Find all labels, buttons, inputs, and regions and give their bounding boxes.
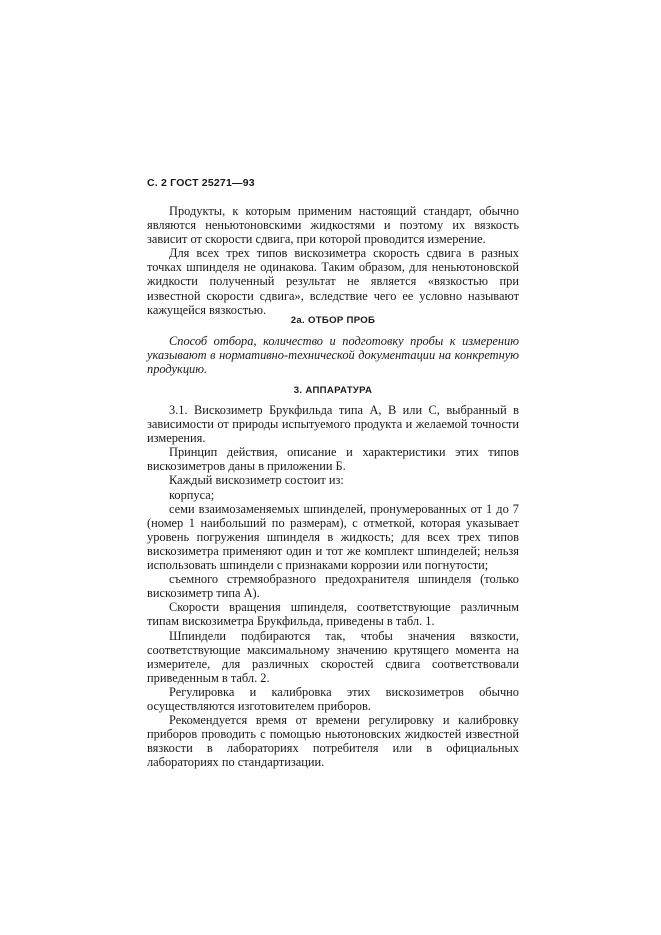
section-3-title: 3. АППАРАТУРА	[293, 385, 373, 396]
intro-section	[147, 204, 519, 317]
page-header: С. 2 ГОСТ 25271—93	[147, 177, 255, 189]
section-3-paragraph-2: Принцип действия, описание и характеристики этих типов вискозиметров даны в приложении Б.	[147, 445, 519, 474]
section-2a-paragraph: Способ отбора, количество и подготовку пробы к измерению указывают в нормативно-технической документации на конкретную продукцию.	[147, 334, 519, 377]
section-2a-title: 2а. ОТБОР ПРОБ	[290, 315, 376, 326]
section-3-list-item-2: семи взаимозаменяемых шпинделей, пронумерованных от 1 до 7 (номер 1 наибольший по размерам), с отметкой, которая указывает уровень погружения шпинделя в жидкость; для всех трех типов вискозиметра применяют один и тот же комплект шпинделей; нельзя использовать шпиндели с признаками коррозии или погнутости;	[147, 501, 519, 573]
section-3-paragraph-7: Скорости вращения шпинделя, соответствующие различным типам вискозиметра Брукфильда, приведены в табл. 1.	[147, 600, 519, 629]
section-2a-body	[147, 334, 519, 376]
section-3-body	[147, 403, 519, 769]
section-3-list-item-1: корпуса;	[169, 487, 215, 502]
section-3-paragraph-3: Каждый вискозиметр состоит из:	[169, 473, 344, 488]
section-3-paragraph-10: Рекомендуется время от времени регулировку и калибровку приборов проводить с помощью ньютоновских жидкостей известной вязкости в лабораториях потребителя или в официальных лабораториях по стандартизации.	[147, 713, 519, 770]
section-3-list-item-3: съемного стремяобразного предохранителя шпинделя (только вискозиметр типа А).	[147, 572, 519, 601]
intro-paragraph-1: Продукты, к которым применим настоящий стандарт, обычно являются неньютоновскими жидкостями и поэтому их вязкость зависит от скорости сдвига, при которой проводится измерение.	[147, 204, 519, 247]
section-3-paragraph-8: Шпиндели подбираются так, чтобы значения вязкости, соответствующие максимальному значению крутящего момента на измерителе, для различных скоростей сдвига соответствовали приведенным в табл. 2.	[147, 628, 519, 685]
intro-paragraph-2: Для всех трех типов вискозиметра скорость сдвига в разных точках шпинделя не одинакова. Таким образом, для неньютоновской жидкости полученный результат не является «вязкостью при известной скорости сдвига», вследствие чего ее условно называют кажущейся вязкостью.	[147, 246, 519, 317]
section-3-paragraph-9: Регулировка и калибровка этих вискозиметров обычно осуществляются изготовителем приборов.	[147, 684, 519, 713]
section-3-paragraph-1: 3.1. Вискозиметр Брукфильда типа А, В или С, выбранный в зависимости от природы испытуемого продукта и желаемой точности измерения.	[147, 403, 519, 446]
